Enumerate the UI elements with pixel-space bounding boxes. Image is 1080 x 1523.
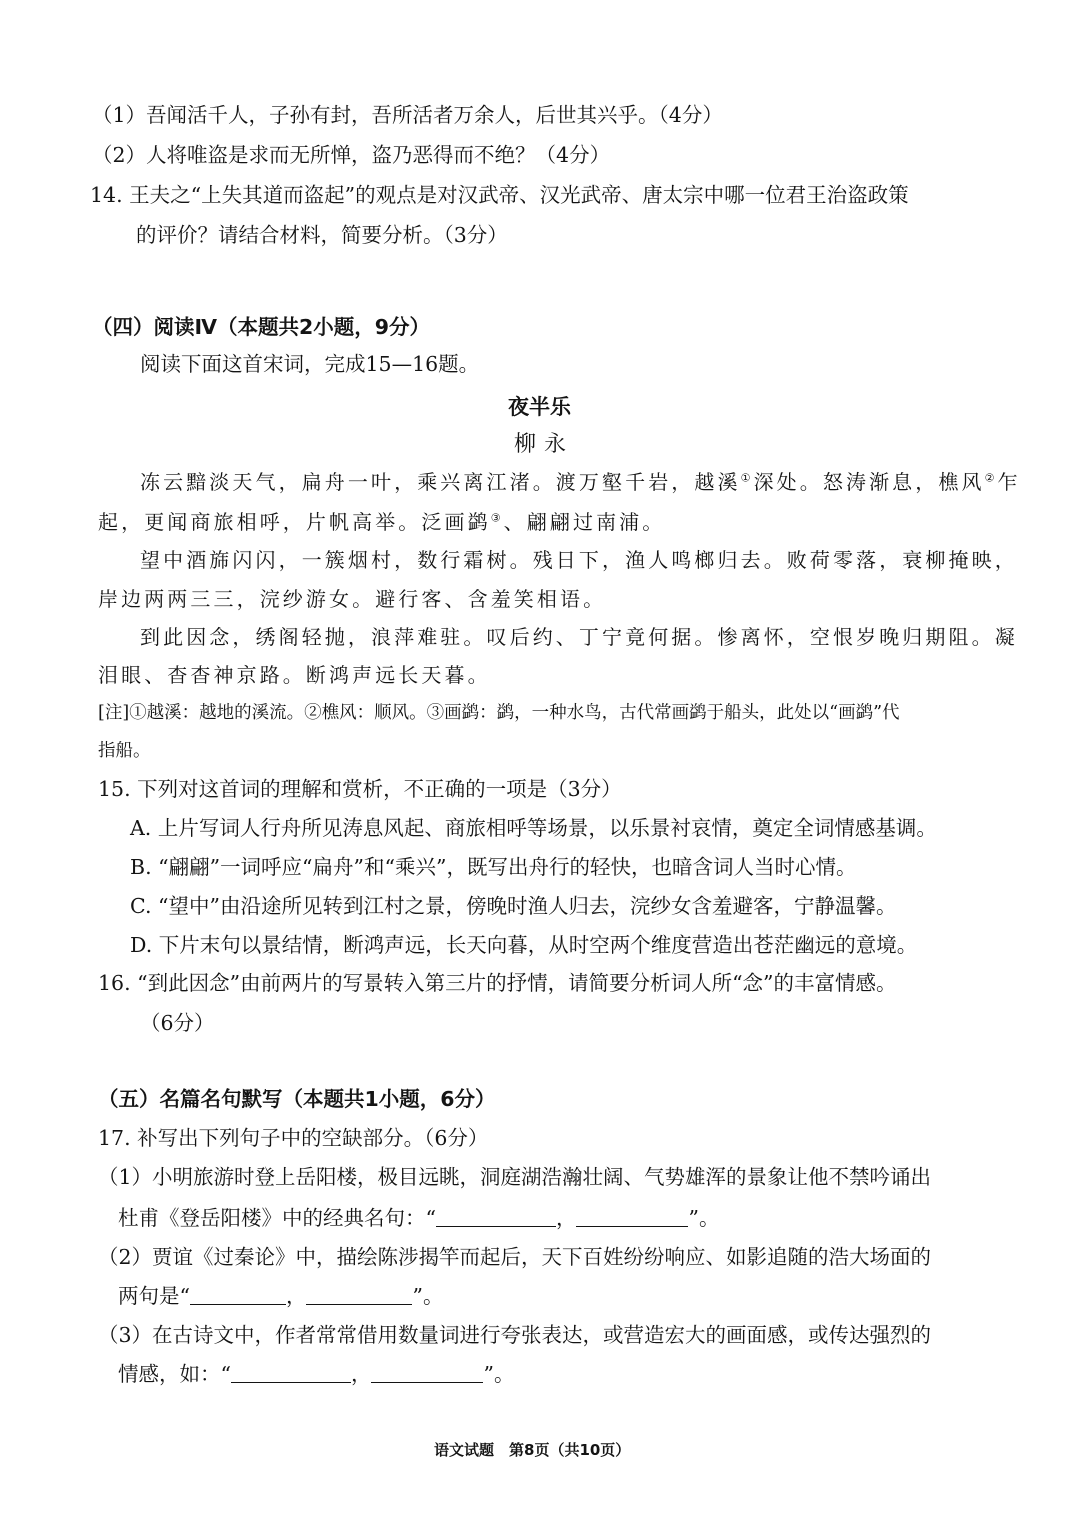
answer-blank[interactable] [371, 1362, 483, 1383]
poem-line: 望中酒旆闪闪，一簇烟村，数行霜树。残日下，渔人鸣榔归去。败荷零落，衰柳掩映， [140, 548, 1018, 572]
answer-blank[interactable] [231, 1362, 351, 1383]
q15-option-a: A. 上片写词人行舟所见涛息风起、商旅相呼等场景，以乐景衬哀情，奠定全词情感基调。 [130, 816, 937, 840]
section-4-intro: 阅读下面这首宋词，完成15—16题。 [140, 352, 480, 376]
q16-line-1: 16. “到此因念”由前两片的写景转入第三片的抒情，请简要分析词人所“念”的丰富情感。 [98, 971, 897, 995]
poem-line: 泪眼、杳杳神京路。断鸿声远长天暮。 [98, 663, 491, 687]
q17-item-1-line-2: 杜甫《登岳阳楼》中的经典名句：“ ， ”。 [118, 1206, 720, 1230]
poem-author: 柳永 [514, 432, 575, 457]
poem-line: 岸边两两三三，浣纱游女。避行客、含羞笑相语。 [98, 587, 607, 611]
answer-blank[interactable] [190, 1284, 286, 1305]
footnote-mark: ③ [490, 511, 504, 525]
q15-option-c: C. “望中”由沿途所见转到江村之景，傍晚时渔人归去，浣纱女含羞避客，宁静温馨。 [130, 894, 897, 918]
poem-line: 到此因念，绣阁轻抛，浪萍难驻。叹后约、丁宁竟何据。惨离怀，空恨岁晚归期阻。凝 [140, 625, 1018, 649]
q13-item-2: （2）人将唯盗是求而无所惮，盗乃恶得而不绝？（4分） [92, 143, 611, 167]
poem-line: 冻云黯淡天气，扁舟一叶，乘兴离江渚。渡万壑千岩，越溪①深处。怒涛渐息，樵风②乍 [140, 470, 1021, 494]
q15-option-b: B. “翩翩”一词呼应“扁舟”和“乘兴”，既写出舟行的轻快，也暗含词人当时心情。 [130, 855, 857, 879]
q17-item-3-line-1: （3）在古诗文中，作者常常借用数量词进行夸张表达，或营造宏大的画面感，或传达强烈的 [98, 1323, 932, 1347]
section-5-heading: （五）名篇名句默写（本题共1小题，6分） [98, 1087, 496, 1111]
footnote-mark: ② [984, 471, 998, 485]
note-line-2: 指船。 [98, 741, 151, 761]
poem-title: 夜半乐 [508, 395, 571, 419]
q15-option-d: D. 下片末句以景结情，断鸿声远，长天向暮，从时空两个维度营造出苍茫幽远的意境。 [130, 933, 918, 957]
poem-line: 起，更闻商旅相呼，片帆高举。泛画鹢③、翩翩过南浦。 [98, 510, 666, 534]
answer-blank[interactable] [306, 1284, 412, 1305]
q17-item-3-line-2: 情感，如：“ ， ”。 [118, 1362, 515, 1386]
section-4-heading: （四）阅读Ⅳ（本题共2小题，9分） [92, 315, 431, 339]
q13-item-1: （1）吾闻活千人，子孙有封，吾所活者万余人，后世其兴乎。（4分） [92, 103, 723, 127]
footnote-mark: ① [740, 471, 754, 485]
q17-item-2-line-1: （2）贾谊《过秦论》中，描绘陈涉揭竿而起后，天下百姓纷纷响应、如影追随的浩大场面的 [98, 1245, 932, 1269]
q16-line-2: （6分） [140, 1011, 215, 1035]
answer-blank[interactable] [436, 1206, 556, 1227]
note-line-1: [注]①越溪：越地的溪流。②樵风：顺风。③画鹢：鹢，一种水鸟，古代常画鹢于船头，此处以“画鹢”代 [98, 703, 900, 723]
q17-item-1-line-1: （1）小明旅游时登上岳阳楼，极目远眺，洞庭湖浩瀚壮阔、气势雄浑的景象让他不禁吟诵出 [98, 1165, 932, 1189]
q15-stem: 15. 下列对这首词的理解和赏析，不正确的一项是（3分） [98, 777, 622, 801]
answer-blank[interactable] [576, 1206, 688, 1227]
q14-line-1: 14. 王夫之“上失其道而盗起”的观点是对汉武帝、汉光武帝、唐太宗中哪一位君王治盗政策 [90, 183, 909, 207]
q17-stem: 17. 补写出下列句子中的空缺部分。（6分） [98, 1126, 489, 1150]
page-footer: 语文试题 第8页（共10页） [434, 1441, 631, 1459]
q17-item-2-line-2: 两句是“ ， ”。 [118, 1284, 444, 1308]
q14-line-2: 的评价？请结合材料，简要分析。（3分） [136, 223, 508, 247]
